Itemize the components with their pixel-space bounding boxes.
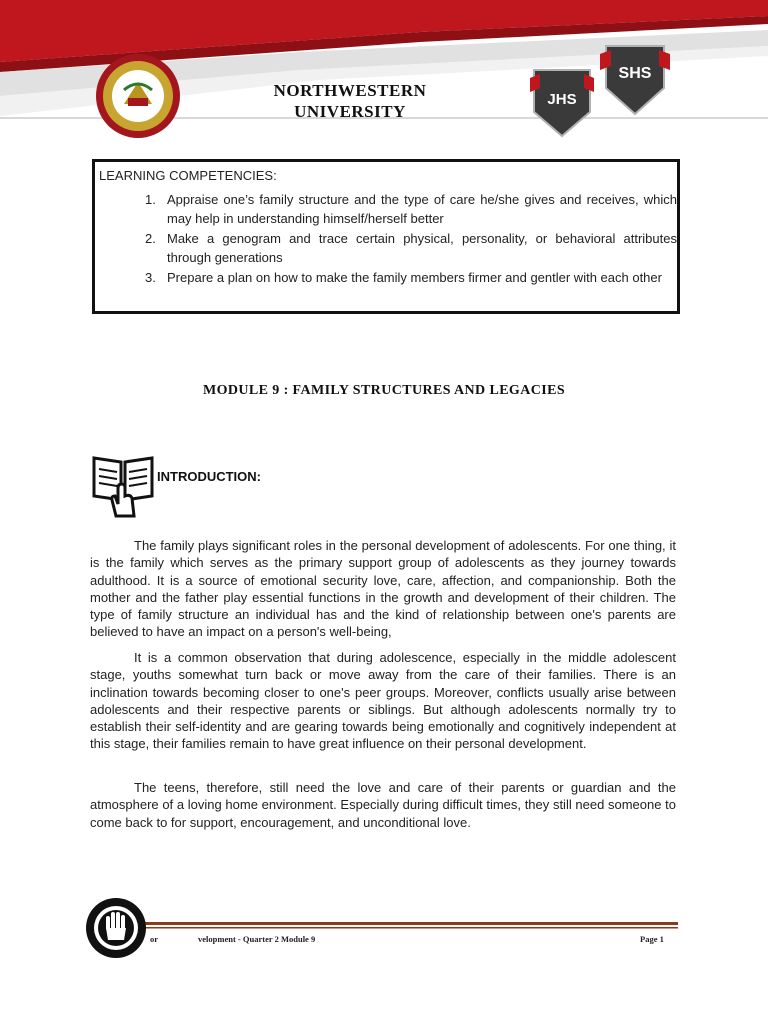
competencies-list (145, 190, 677, 288)
module-title: MODULE 9 : FAMILY STRUCTURES AND LEGACIES (202, 383, 566, 398)
university-name-line1: NORTHWESTERN (273, 81, 427, 100)
competency-text: Appraise one’s family structure and the type of care he/she gives and receives, which may help in understanding himself/herself better (167, 192, 677, 226)
paragraph-text: The teens, therefore, still need the love and care of their parents or guardian and the atmosphere of a loving home environment. Especially during difficult times, they still need someone to come back to for support, encouragement, and unconditional love. (90, 780, 676, 830)
open-book-hand-icon (90, 452, 156, 518)
competency-item (145, 190, 677, 228)
introduction-heading: INTRODUCTION: (157, 469, 261, 484)
intro-paragraph-1 (90, 537, 676, 641)
jhs-label: JHS (547, 91, 577, 108)
footer-divider (140, 922, 678, 932)
competencies-heading: LEARNING COMPETENCIES: (99, 168, 277, 183)
intro-paragraph-2 (90, 649, 676, 753)
footer-page-number: Page 1 (640, 934, 664, 944)
footer-course-text (150, 934, 315, 944)
competency-item (145, 268, 677, 287)
university-title (230, 80, 470, 122)
hand-stop-logo-icon (84, 896, 148, 960)
competency-text: Prepare a plan on how to make the family members firmer and gentler with each other (167, 270, 662, 285)
competency-text: Make a genogram and trace certain physical, personality, or behavioral attributes through generations (167, 231, 677, 265)
footer-course-label: velopment - Quarter 2 Module 9 (198, 934, 316, 944)
shs-badge-icon (600, 42, 670, 116)
university-seal-icon (94, 52, 182, 140)
competency-number: 3. (145, 270, 156, 285)
shs-label: SHS (618, 65, 652, 82)
competency-number: 1. (145, 192, 156, 207)
learning-competencies-box (92, 159, 680, 314)
competency-number: 2. (145, 231, 156, 246)
university-name-line2: UNIVERSITY (294, 102, 406, 121)
footer-course-prefix: or (150, 934, 159, 944)
intro-paragraph-3 (90, 779, 676, 831)
jhs-badge-icon (530, 64, 594, 138)
paragraph-text: The family plays significant roles in the personal development of adolescents. For one thing, it is the family which serves as the primary support group of adolescents as they journey towards adulthood. It is a source of emotional security love, care, affection, and companionship. Both the mother and the father play essential functions in the growth and development of their children. The type of family structure an individual has and the kind of relationship between one's parents are believed to have an impact on a person's well-being, (90, 538, 676, 640)
competency-item (145, 229, 677, 267)
paragraph-text: It is a common observation that during adolescence, especially in the middle adolescent stage, youths somewhat turn back or move away from the care of their families. There is an inclination towards becoming closer to one's peer groups. Moreover, conflicts usually arise between adolescents and their respective parents or siblings. But although adolescents normally try to establish their self-identity and are gearing towards being emotionally and cognitively independent at this stage, their families remain to have great influence on their personal development. (90, 650, 676, 752)
